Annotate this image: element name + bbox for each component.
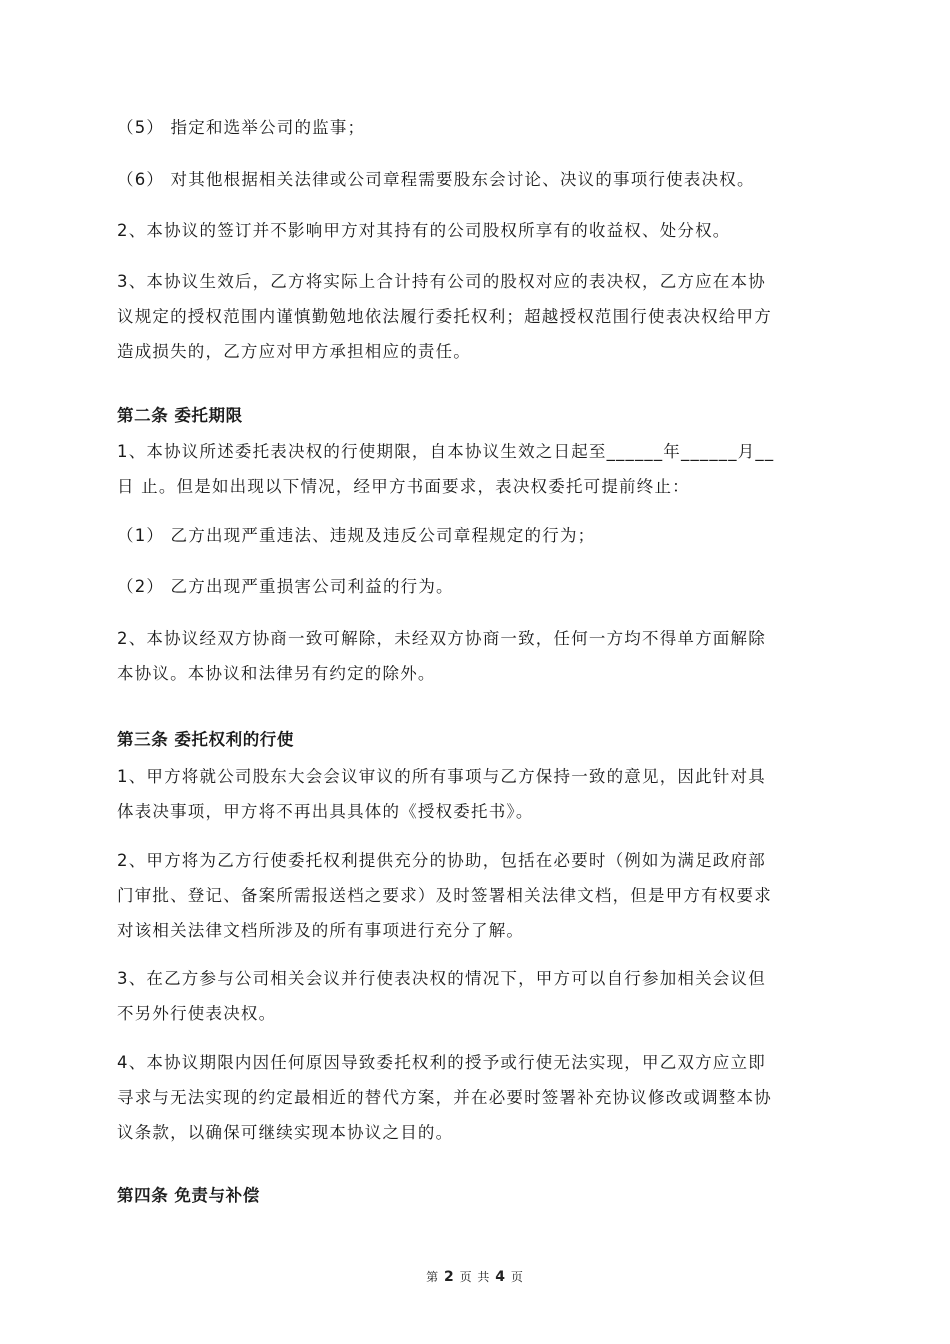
section-heading-article-4: 第四条 免责与补偿 bbox=[117, 1186, 260, 1205]
paragraph-exercise-1: 1、甲方将就公司股东大会会议审议的所有事项与乙方保持一致的意见，因此针对具 体表决事项，甲方将不再出具具体的《授权委托书》。 bbox=[117, 767, 766, 821]
section-heading-article-3: 第三条 委托权利的行使 bbox=[117, 730, 295, 749]
paragraph-item-5: （5） 指定和选举公司的监事； bbox=[117, 118, 366, 137]
current-page-number: 2 bbox=[444, 1269, 455, 1285]
paragraph-item-6: （6） 对其他根据相关法律或公司章程需要股东会讨论、决议的事项行使表决权。 bbox=[117, 170, 755, 189]
section-heading-article-2: 第二条 委托期限 bbox=[117, 406, 243, 425]
paragraph-term-1: 1、本协议所述委托表决权的行使期限，自本协议生效之日起至______年______月__ 日 止。但是如出现以下情况，经甲方书面要求，表决权委托可提前终止： bbox=[117, 442, 775, 496]
total-page-number: 4 bbox=[495, 1269, 506, 1285]
paragraph-exercise-4: 4、本协议期限内因任何原因导致委托权利的授予或行使无法实现，甲乙双方应立即 寻求与无法实现的约定最相近的替代方案，并在必要时签署补充协议修改或调整本协 议条款，以确保可继续实现本协议之目的。 bbox=[117, 1053, 772, 1142]
paragraph-clause-3: 3、本协议生效后，乙方将实际上合计持有公司的股权对应的表决权，乙方应在本协 议规定的授权范围内谨慎勤勉地依法履行委托权利；超越授权范围行使表决权给甲方 造成损失的，乙方应对甲方承担相应的责任。 bbox=[117, 272, 772, 361]
paragraph-term-2: 2、本协议经双方协商一致可解除，未经双方协商一致，任何一方均不得单方面解除 本协议。本协议和法律另有约定的除外。 bbox=[117, 629, 766, 683]
paragraph-term-item-1: （1） 乙方出现严重违法、违规及违反公司章程规定的行为； bbox=[117, 526, 596, 545]
paragraph-exercise-3: 3、在乙方参与公司相关会议并行使表决权的情况下，甲方可以自行参加相关会议但 不另外行使表决权。 bbox=[117, 969, 766, 1023]
paragraph-exercise-2: 2、甲方将为乙方行使委托权利提供充分的协助，包括在必要时（例如为满足政府部 门审批、登记、备案所需报送档之要求）及时签署相关法律文档，但是甲方有权要求 对该相关法律文档所涉及的所有事项进行充分了解。 bbox=[117, 851, 772, 940]
page-footer: 第 2 页 共 4 页 bbox=[426, 1269, 524, 1285]
paragraph-term-item-2: （2） 乙方出现严重损害公司利益的行为。 bbox=[117, 577, 454, 596]
paragraph-clause-2: 2、本协议的签订并不影响甲方对其持有的公司股权所享有的收益权、处分权。 bbox=[117, 221, 731, 240]
